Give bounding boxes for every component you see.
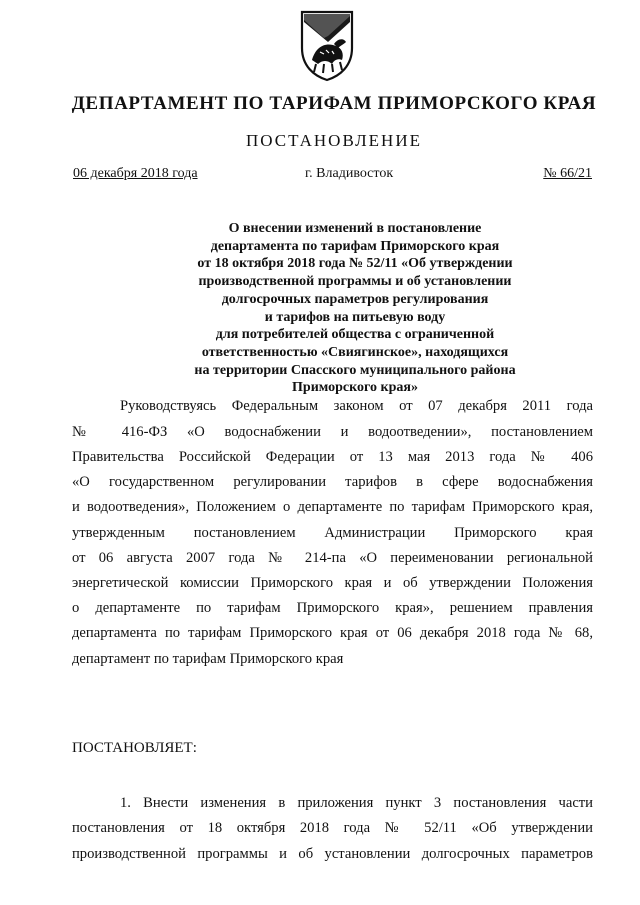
preamble-line: от 06 августа 2007 года № 214-па «О переименовании региональной bbox=[72, 550, 593, 566]
preamble-line: Правительства Российской Федерации от 13 мая 2013 года № 406 bbox=[72, 449, 593, 465]
preamble-line: энергетической комиссии Приморского края и об утверждении Положения bbox=[72, 575, 593, 591]
subject-line: департамента по тарифам Приморского края bbox=[210, 238, 500, 254]
item-line: постановления от 18 октября 2018 года № 52/11 «Об утверждении bbox=[72, 820, 593, 836]
subject-line: от 18 октября 2018 года № 52/11 «Об утверждении bbox=[197, 256, 513, 272]
department-title: ДЕПАРТАМЕНТ ПО ТАРИФАМ ПРИМОРСКОГО КРАЯ bbox=[71, 93, 597, 114]
preamble-line: и водоотведения», Положением о департаменте по тарифам Приморского края, bbox=[72, 499, 593, 515]
subject-line: и тарифов на питьевую воду bbox=[264, 309, 446, 325]
subject-line: производственной программы и об установлении bbox=[198, 274, 512, 290]
document-subject bbox=[120, 220, 590, 397]
item-line: производственной программы и об установлении долгосрочных параметров bbox=[72, 846, 593, 862]
preamble-line: № 416-ФЗ «О водоснабжении и водоотведении», постановлением bbox=[72, 424, 593, 440]
preamble-line: о департаменте по тарифам Приморского края», решением правления bbox=[72, 600, 593, 616]
document-number: № 66/21 bbox=[543, 166, 592, 181]
subject-line: для потребителей общества с ограниченной bbox=[215, 327, 495, 343]
document-date: 06 декабря 2018 года bbox=[73, 166, 198, 181]
preamble-line: «О государственном регулировании тарифов в сфере водоснабжения bbox=[72, 474, 593, 490]
item-line: 1. Внести изменения в приложения пункт 3 постановления части bbox=[120, 795, 593, 811]
decree-heading: ПОСТАНОВЛЯЕТ: bbox=[72, 740, 197, 756]
preamble-line: департамент по тарифам Приморского края bbox=[72, 651, 344, 667]
subject-line: долгосрочных параметров регулирования bbox=[221, 291, 489, 307]
preamble-line: департамента по тарифам Приморского края от 06 декабря 2018 года № 68, bbox=[72, 625, 593, 641]
preamble-line: Руководствуясь Федеральным законом от 07 декабря 2011 года bbox=[120, 398, 593, 414]
subject-line: ответственностью «Свиягинское», находящихся bbox=[201, 344, 509, 360]
document-city: г. Владивосток bbox=[305, 166, 394, 181]
subject-line: Приморского края» bbox=[292, 380, 418, 396]
preamble-line: утвержденным постановлением Администрации Приморского края bbox=[72, 525, 593, 541]
document-type: ПОСТАНОВЛЕНИЕ bbox=[245, 131, 422, 150]
subject-line: О внесении изменений в постановление bbox=[228, 221, 482, 236]
subject-line: на территории Спасского муниципального района bbox=[194, 362, 516, 378]
coat-of-arms-icon bbox=[298, 8, 356, 82]
